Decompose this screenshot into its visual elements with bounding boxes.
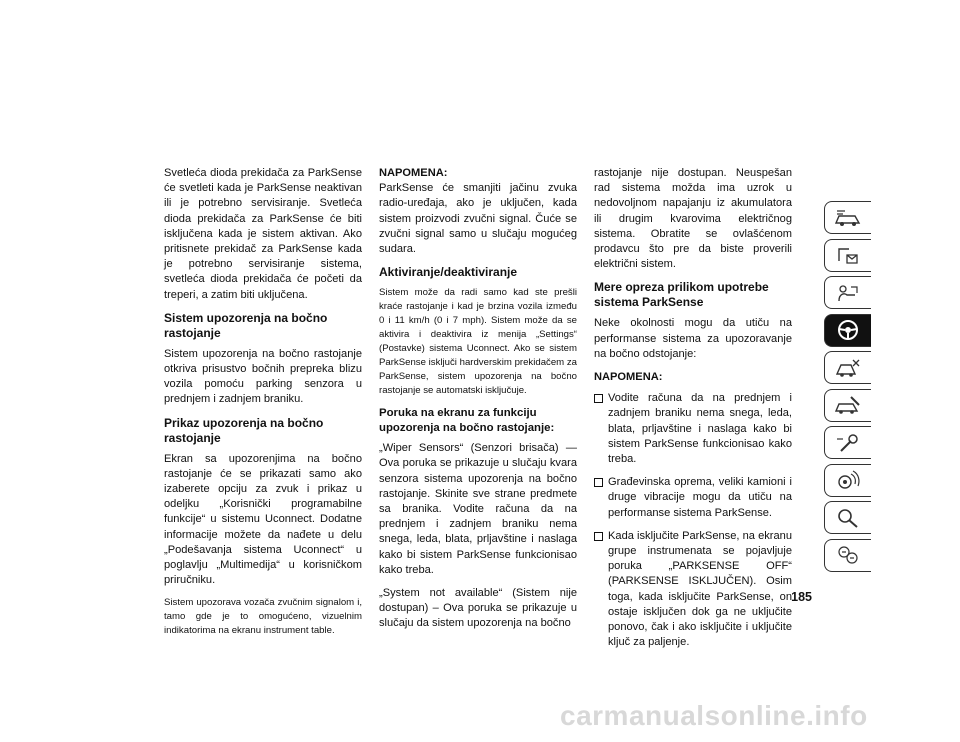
paragraph: Neke okolnosti mogu da utiču na performanse sistema za upozoravanje na bočno odstojanje: (594, 317, 792, 360)
paragraph: rastojanje nije dostupan. Neuspešan rad sistema možda ima uzrok u nedovoljnom napajanju iz akumulatora ili drugim kvarovima električnog sistema. Obratite se ovlašćenom prodavcu što pre da biste proverili električni sistem. (594, 167, 792, 271)
paragraph: Ekran sa upozorenjima na bočno rastojanje će se prikazati samo ako izaberete opciju za zvuk i prikaz u odeljku „Korisnički programabilne funkcije“ u sistemu Uconnect. Dodatne informacije možete da nađete u delu „Podešavanja sistema Uconnect“ u poglavlju „Multimedija“ u korisničkom priručniku. (164, 452, 362, 587)
tab-languages[interactable] (824, 539, 871, 572)
wrench-car-icon (833, 431, 863, 455)
checkbox-bullet-icon (594, 532, 603, 541)
tab-wrench-car[interactable] (824, 426, 871, 459)
note-text: ParkSense će smanjiti jačinu zvuka radio-uređaja, ako je uključen, kada sistem proizvodi zvučni signal. Čuće se zvučni signal samo u slučaju mogućeg sudara. (379, 182, 577, 256)
tab-car-seat[interactable] (824, 276, 871, 309)
bullet-item (594, 529, 792, 651)
warning-lights-icon (833, 243, 863, 267)
tab-car-crash[interactable] (824, 351, 871, 384)
search-icon (833, 506, 863, 530)
tab-car-info[interactable] (824, 201, 871, 234)
languages-icon (833, 543, 863, 567)
tab-car-service[interactable] (824, 389, 871, 422)
steering-wheel-icon (833, 318, 863, 342)
note-heading: NAPOMENA: (379, 167, 448, 179)
note-heading: NAPOMENA: (594, 371, 663, 384)
bullet-text: Kada isključite ParkSense, na ekranu grupe instrumenata se pojavljuje poruka „PARKSENSE OFF“ (PARKSENSE ISKLJUČEN). Osim toga, kada isključite ParkSense, on ostaje isključen dok ga ne uključite ponovo, čak i ako isključite i uključite ključ za paljenje. (608, 529, 792, 649)
column-1 (164, 166, 362, 646)
paragraph: Sistem upozorenja na bočno rastojanje otkriva prisustvo bočnih prepreka blizu vozila pomoću parking senzora u prednjem i zadnjem braniku. (164, 347, 362, 406)
checkbox-bullet-icon (594, 394, 603, 403)
paragraph-small: Sistem može da radi samo kad ste prešli kraće rastojanje i kad je brzina vozila između 0 i 11 km/h (0 i 7 mph). Sistem može da se aktivira i deaktivira iz menija „Settings“ (Postavke) sistema Uconnect. Ako se sistem ParkSense isključi hardverskim prekidačem za ParkSense, sistem upozorenja na bočno rastojanje se automatski isključuje. (379, 287, 577, 397)
tab-steering-wheel[interactable] (824, 314, 871, 347)
section-heading: Aktiviranje/deaktiviranje (379, 265, 518, 280)
checkbox-bullet-icon (594, 478, 603, 487)
car-info-icon (833, 206, 863, 230)
watermark: carmanualsonline.info (560, 700, 868, 731)
car-crash-icon (833, 356, 863, 380)
bullet-text: Vodite računa da na prednjem i zadnjem braniku nema snega, leda, blata, prljavštine i naslaga kako bi sistem ParkSense funkcionisao kako treba. (608, 392, 792, 466)
paragraph: „System not available“ (Sistem nije dostupan) – Ova poruka se prikazuje u slučaju da sistem upozorenja na bočno (379, 587, 577, 630)
section-heading: Mere opreza prilikom upotrebe sistema ParkSense (594, 280, 769, 310)
paragraph-small: Sistem upozorava vozača zvučnim signalom i, tamo gde je to omogućeno, vizuelnim indikatorima na ekranu instrument table. (164, 597, 362, 637)
multimedia-icon (833, 468, 863, 492)
page-number: 185 (791, 590, 812, 604)
chapter-tabs (824, 201, 872, 576)
paragraph: Svetleća dioda prekidača za ParkSense će svetleti kada je ParkSense neaktivan ili je potrebno servisiranje. Svetleća dioda prekidača za ParkSense će biti isključena kada je sistem aktivan. Ako pritisnete prekidač za ParkSense kada je potrebno servisiranje sistema, svetleća dioda prekidača će početi da treperi, a zatim biti uključena. (164, 167, 362, 301)
bullet-text: Građevinska oprema, veliki kamioni i druge vibracije mogu da utiču na performanse sistema ParkSense. (608, 476, 792, 519)
bullet-item (594, 391, 792, 467)
tab-multimedia[interactable] (824, 464, 871, 497)
section-heading: Sistem upozorenja na bočno rastojanje (164, 310, 328, 340)
subsection-heading: Poruka na ekranu za funkciju upozorenja na bočno rastojanje: (379, 407, 555, 435)
column-2 (379, 166, 577, 640)
tab-search[interactable] (824, 501, 871, 534)
car-service-icon (833, 393, 863, 417)
bullet-item (594, 475, 792, 521)
tab-warning-lights[interactable] (824, 239, 871, 272)
column-3 (594, 166, 792, 658)
paragraph: „Wiper Sensors“ (Senzori brisača) — Ova poruka se prikazuje u slučaju kvara senzora sistema upozorenja na bočno rastojanje. Skinite sve strane predmete sa branika. Vodite računa da na prednjem i zadnjem braniku nema snega, leda, blata, prljavštine i naslaga kako bi sistem ParkSense funkcionisao kako treba. (379, 442, 577, 576)
car-seat-icon (833, 281, 863, 305)
bullet-list (594, 391, 792, 650)
section-heading: Prikaz upozorenja na bočno rastojanje (164, 415, 324, 445)
